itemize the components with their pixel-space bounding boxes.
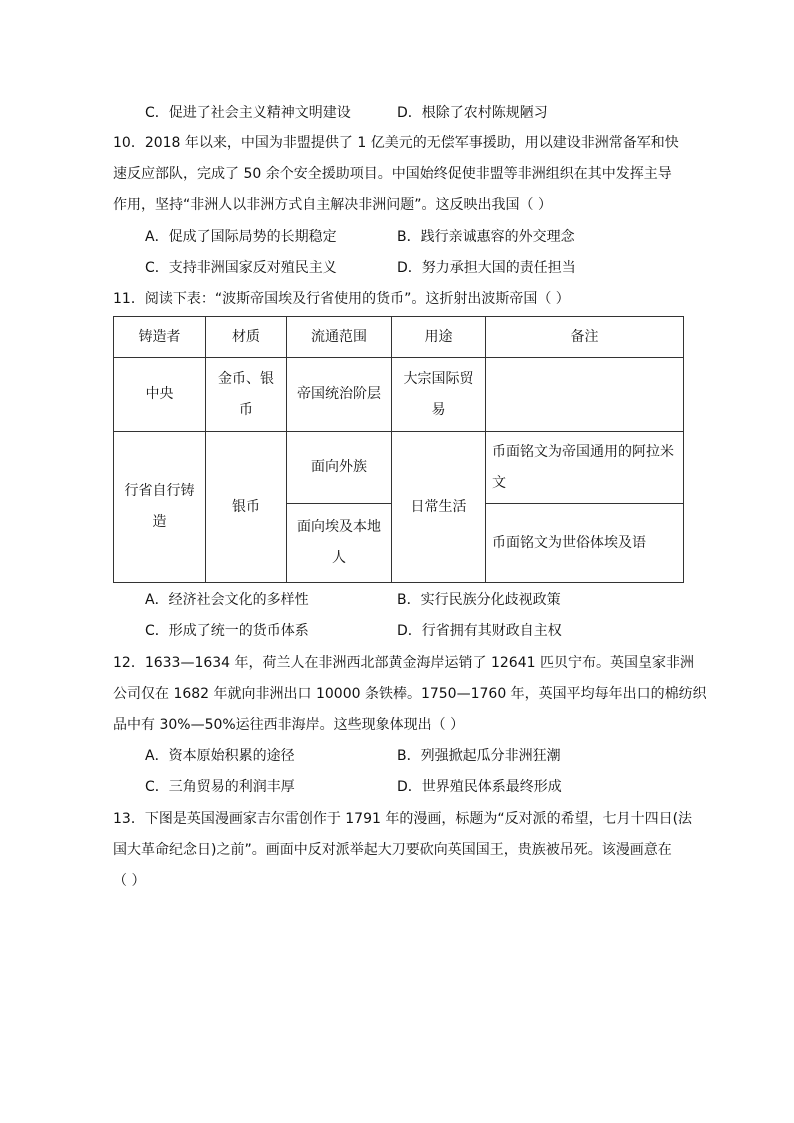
q12-option-a: A．资本原始积累的途径 [145,748,295,764]
cell-material-gold-silver: 金币、银币 [206,358,287,432]
q10-stem-line-3: 作用，坚持“非洲人以非洲方式自主解决非洲问题”。这反映出我国（ ） [113,197,552,213]
q11-option-c: C．形成了统一的货币体系 [145,623,309,639]
cell-note-empty [486,358,684,432]
q12-stem-line-2: 公司仅在 1682 年就向非洲出口 10000 条铁棒。1750—1760 年，英国平均每年出口的棉纺织 [113,686,707,702]
q10-stem-line-2: 速反应部队，完成了 50 余个安全援助项目。中国始终促使非盟等非洲组织在其中发挥主导 [113,166,672,182]
cell-scope-ruling-class: 帝国统治阶层 [287,358,392,432]
header-scope: 流通范围 [287,317,392,358]
q10-option-c: C．支持非洲国家反对殖民主义 [145,260,337,276]
table-header-row [114,317,684,358]
cell-scope-local: 面向埃及本地人 [287,504,392,583]
cell-maker-province: 行省自行铸造 [114,432,206,583]
cell-use-daily: 日常生活 [392,432,486,583]
q12-option-c: C．三角贸易的利润丰厚 [145,779,295,795]
q10-stem-line-1: 10．2018 年以来，中国为非盟提供了 1 亿美元的无偿军事援助，用以建设非洲常备军和快 [113,135,679,151]
q9-option-c: C．促进了社会主义精神文明建设 [145,105,351,121]
cell-note-demotic: 币面铭文为世俗体埃及语 [486,504,684,583]
q13-stem-line-3: （ ） [113,873,146,889]
q11-option-a: A．经济社会文化的多样性 [145,592,309,608]
q9-option-d: D．根除了农村陈规陋习 [397,105,548,121]
currency-table [113,316,684,583]
q13-stem-line-2: 国大革命纪念日)之前”。画面中反对派举起大刀要砍向英国国王，贵族被吊死。该漫画意在 [113,842,672,858]
q12-option-b: B．列强掀起瓜分非洲狂潮 [397,748,561,764]
q10-option-b: B．践行亲诚惠容的外交理念 [397,229,575,245]
q12-option-d: D．世界殖民体系最终形成 [397,779,562,795]
header-material: 材质 [206,317,287,358]
q10-option-d: D．努力承担大国的责任担当 [397,260,576,276]
cell-maker-central: 中央 [114,358,206,432]
header-use: 用途 [392,317,486,358]
table-row [114,358,684,432]
q11-stem: 11．阅读下表：“波斯帝国埃及行省使用的货币”。这折射出波斯帝国（ ） [113,291,570,307]
q12-stem-line-3: 品中有 30%—50%运往西非海岸。这些现象体现出（ ） [113,717,465,733]
q12-stem-line-1: 12．1633—1634 年，荷兰人在非洲西北部黄金海岸运销了 12641 匹贝宁布。英国皇家非洲 [113,655,694,671]
cell-scope-foreign: 面向外族 [287,432,392,504]
header-maker: 铸造者 [114,317,206,358]
q10-option-a: A．促成了国际局势的长期稳定 [145,229,337,245]
cell-note-aramaic: 币面铭文为帝国通用的阿拉米文 [486,432,684,504]
table-row [114,432,684,504]
cell-material-silver: 银币 [206,432,287,583]
header-note: 备注 [486,317,684,358]
q11-option-b: B．实行民族分化歧视政策 [397,592,561,608]
cell-use-trade: 大宗国际贸易 [392,358,486,432]
q11-option-d: D．行省拥有其财政自主权 [397,623,562,639]
q13-stem-line-1: 13．下图是英国漫画家吉尔雷创作于 1791 年的漫画，标题为“反对派的希望，七月十四日(法 [113,811,693,827]
